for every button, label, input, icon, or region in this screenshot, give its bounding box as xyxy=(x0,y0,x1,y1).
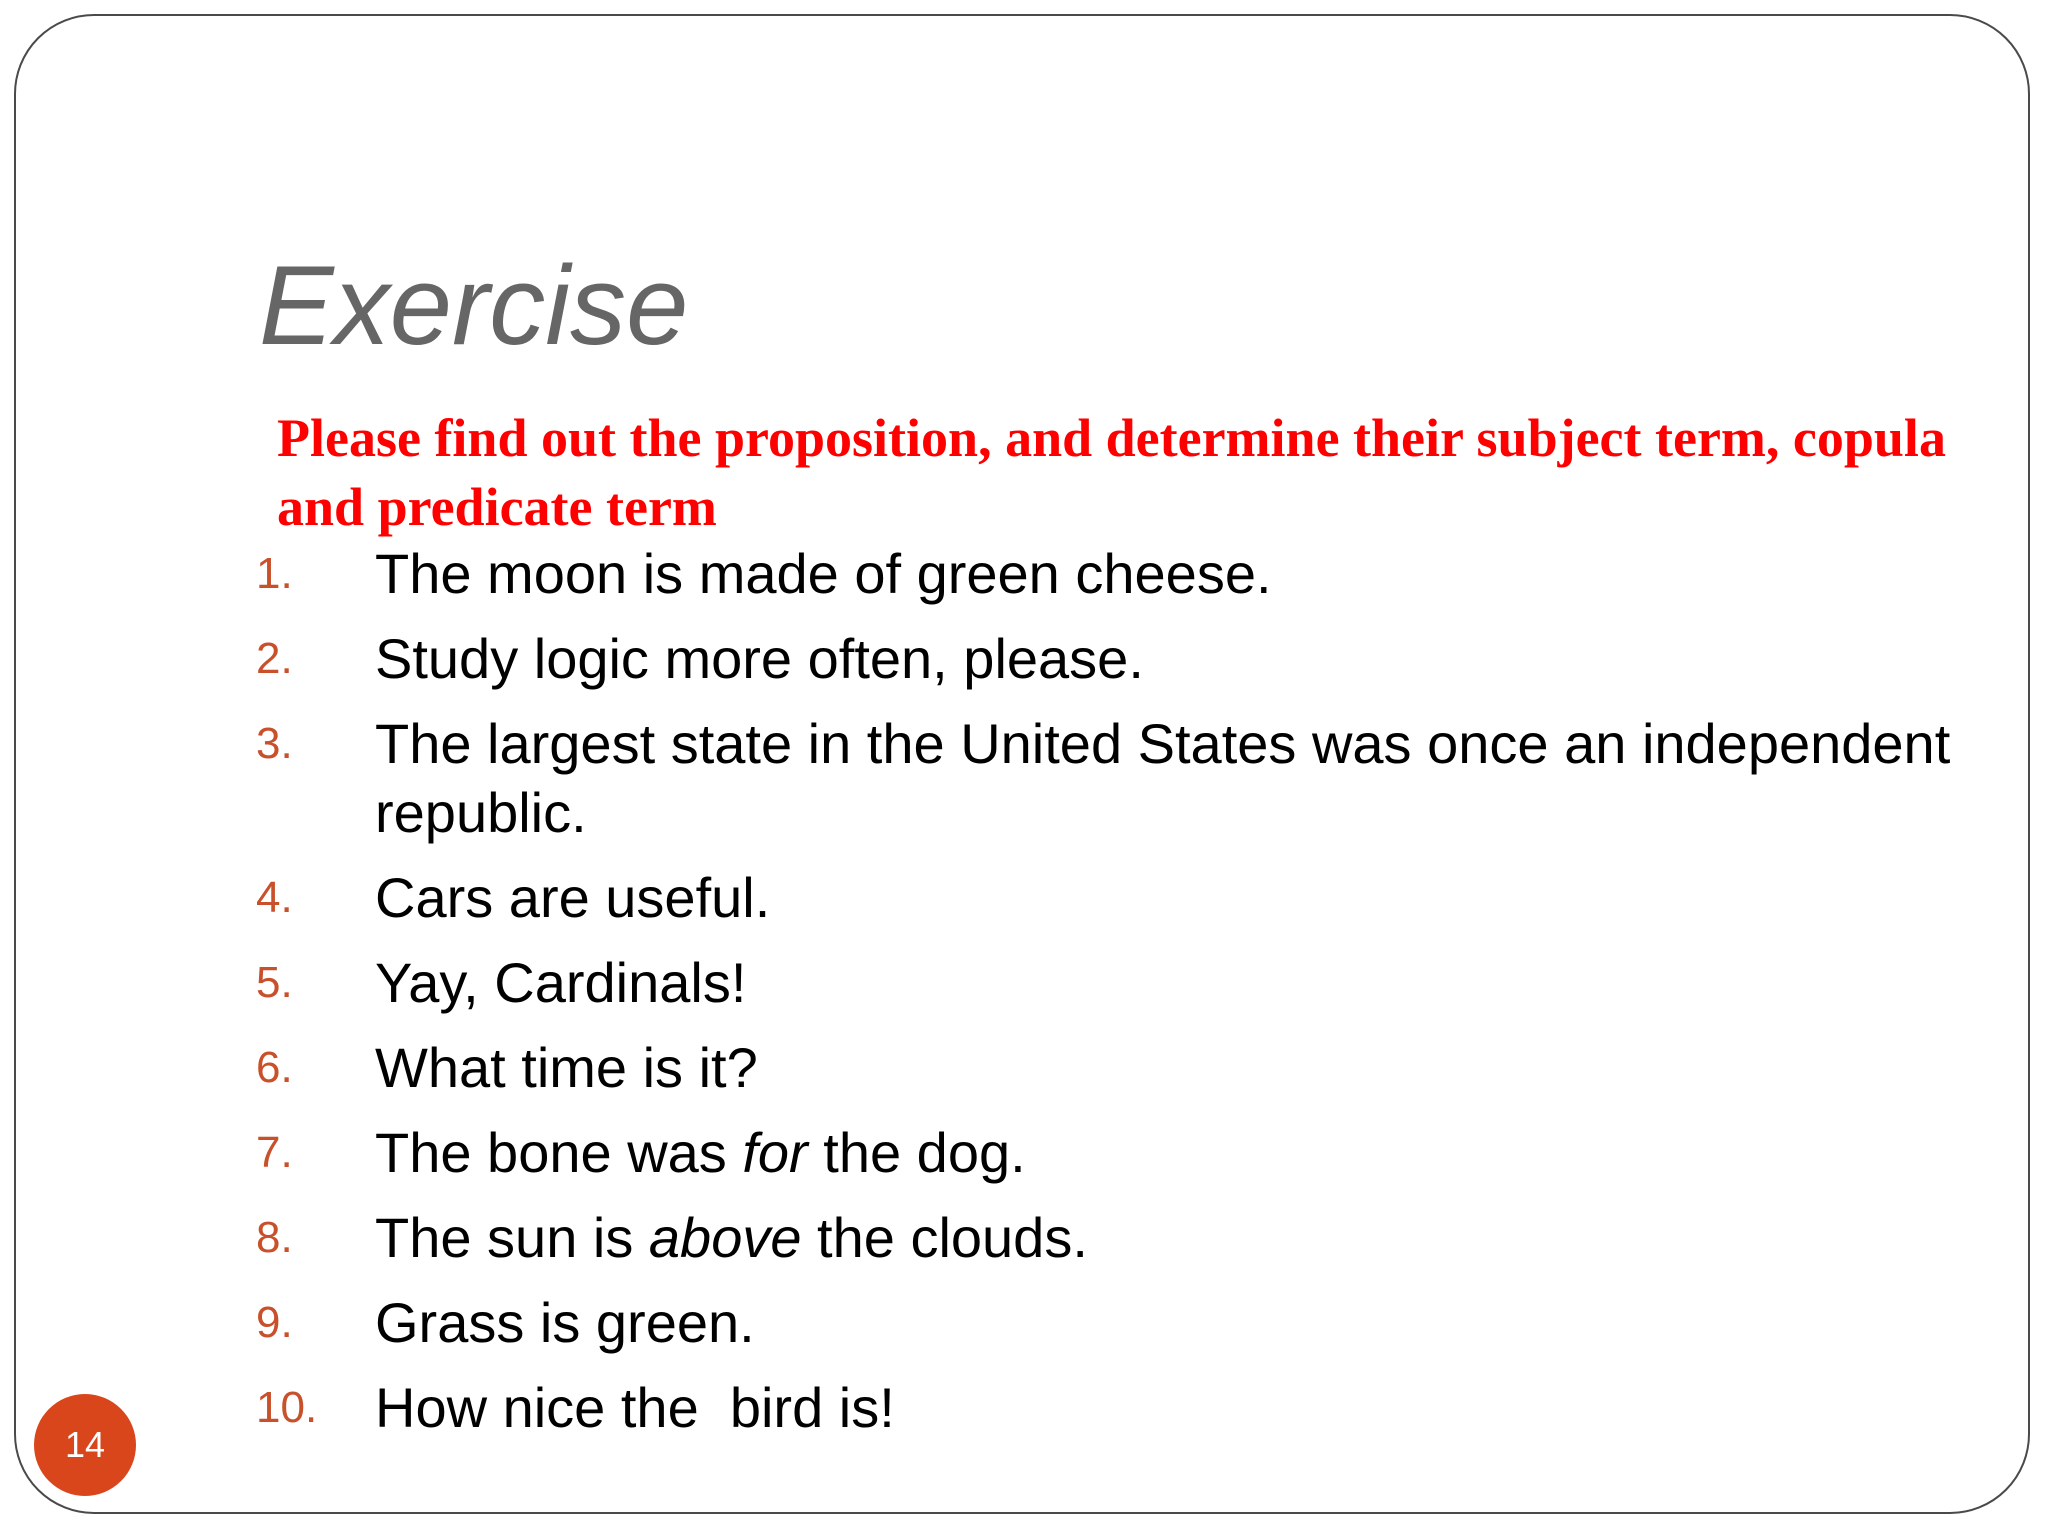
item-number: 7. xyxy=(256,1128,293,1177)
item-text: Yay, Cardinals! xyxy=(375,951,747,1014)
page-number-badge xyxy=(34,1394,136,1496)
list-item xyxy=(256,1118,2036,1187)
list-item xyxy=(256,1033,2036,1102)
item-text: Study logic more often, please. xyxy=(375,627,1144,690)
item-number: 6. xyxy=(256,1043,293,1092)
slide-title: Exercise xyxy=(259,243,689,368)
item-number: 2. xyxy=(256,634,293,683)
item-text: The moon is made of green cheese. xyxy=(375,542,1272,605)
item-number: 5. xyxy=(256,958,293,1007)
list-item xyxy=(256,1373,2036,1442)
list-item xyxy=(256,1288,2036,1357)
item-text: The largest state in the United States was once an independent republic. xyxy=(375,712,1966,844)
page-number: 14 xyxy=(64,1424,106,1465)
list-item xyxy=(256,539,2036,608)
item-number: 9. xyxy=(256,1298,293,1347)
item-number: 10. xyxy=(256,1383,318,1432)
list-item xyxy=(256,1203,2036,1272)
list-item xyxy=(256,863,2036,932)
item-text: The bone was for the dog. xyxy=(375,1121,1026,1184)
item-text: How nice the bird is! xyxy=(375,1376,895,1439)
item-number: 4. xyxy=(256,873,293,922)
item-number: 8. xyxy=(256,1213,293,1262)
list-item xyxy=(256,624,2036,693)
list-item xyxy=(256,948,2036,1017)
item-number: 3. xyxy=(256,719,293,768)
slide-frame xyxy=(14,14,2030,1514)
exercise-list xyxy=(256,539,2036,1458)
list-item xyxy=(256,709,2036,847)
item-number: 1. xyxy=(256,549,293,598)
item-text: Grass is green. xyxy=(375,1291,755,1354)
instruction-text: Please find out the proposition, and determine their subject term, copula and predicate term xyxy=(277,408,1946,537)
item-text: Cars are useful. xyxy=(375,866,771,929)
item-text: The sun is above the clouds. xyxy=(375,1206,1088,1269)
item-text: What time is it? xyxy=(375,1036,758,1099)
